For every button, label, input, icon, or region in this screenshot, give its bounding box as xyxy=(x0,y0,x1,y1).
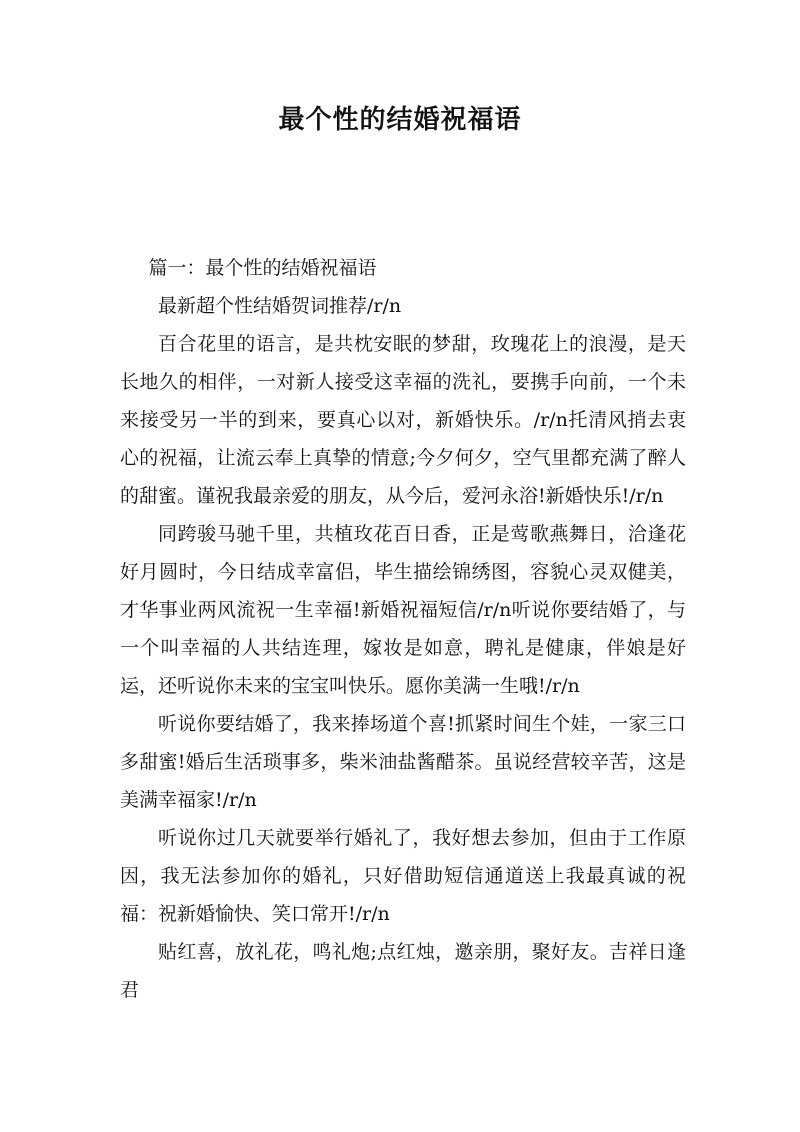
document-body xyxy=(120,249,686,1009)
subheading: 最新超个性结婚贺词推荐/r/n xyxy=(158,295,402,317)
paragraph-2: 同跨骏马驰千里，共植玫花百日香，正是莺歌燕舞日，洽逢花好月圆时，今日结成幸富侣，毕生描绘锦绣图，容貌心灵双健美，才华事业两风流祝一生幸福!新婚祝福短信/r/n听说你要结婚了，与一个叫幸福的人共结连理，嫁妆是如意，聘礼是健康，伴娘是好运，还听说你未来的宝宝叫快乐。愿你美满一生哦!/r/n xyxy=(120,523,686,697)
paragraph-3: 听说你要结婚了，我来捧场道个喜!抓紧时间生个娃，一家三口多甜蜜!婚后生活琐事多，柴米油盐酱醋茶。虽说经营较辛苦，这是美满幸福家!/r/n xyxy=(120,713,686,811)
document-title: 最个性的结婚祝福语 xyxy=(278,105,522,135)
paragraph-5: 贴红喜，放礼花，鸣礼炮;点红烛，邀亲朋，聚好友。吉祥日逢君 xyxy=(120,941,686,1001)
paragraph-1: 百合花里的语言，是共枕安眠的梦甜，玫瑰花上的浪漫，是天长地久的相伴，一对新人接受这幸福的洗礼，要携手向前，一个未来接受另一半的到来，要真心以对，新婚快乐。/r/n托清风捎去衷心的祝福，让流云奉上真挚的情意;今夕何夕，空气里都充满了醉人的甜蜜。谨祝我最亲爱的朋友，从今后，爱河永浴!新婚快乐!/r/n xyxy=(120,333,686,507)
paragraph-4: 听说你过几天就要举行婚礼了，我好想去参加，但由于工作原因，我无法参加你的婚礼，只好借助短信通道送上我最真诚的祝福：祝新婚愉快、笑口常开!/r/n xyxy=(120,827,686,925)
section-heading: 篇一：最个性的结婚祝福语 xyxy=(148,257,377,279)
